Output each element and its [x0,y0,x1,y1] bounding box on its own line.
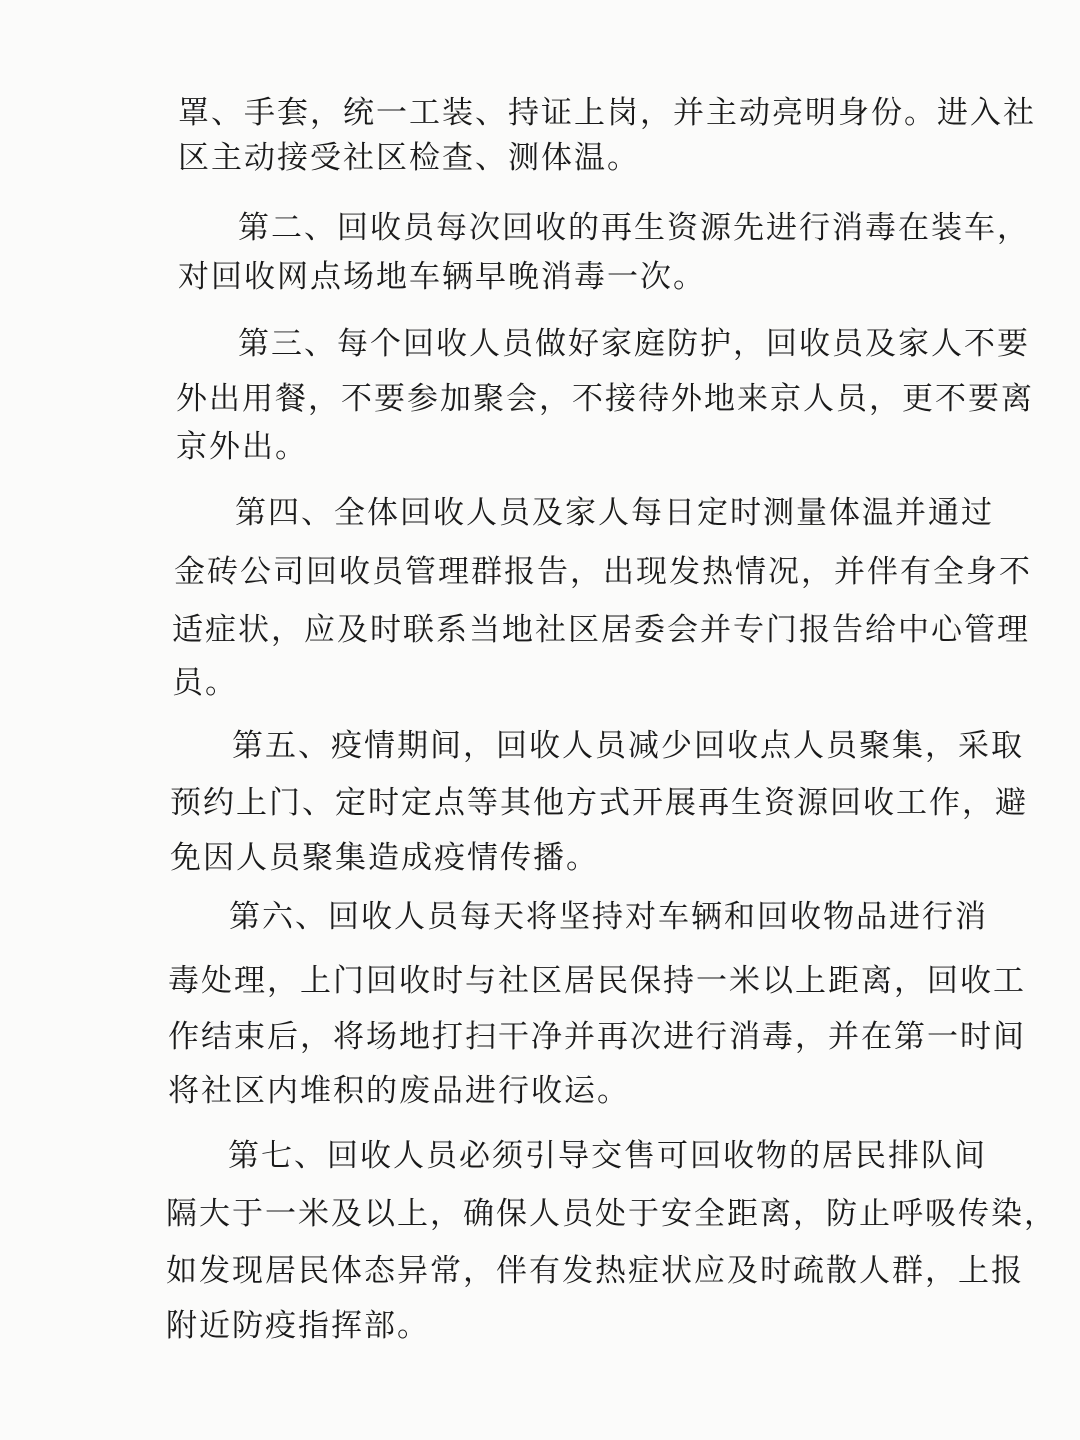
paragraph-line: 员。 [172,665,238,701]
paragraph-line: 第四、全体回收人员及家人每日定时测量体温并通过 [235,495,994,531]
paragraph-line: 将社区内堆积的废品进行收运。 [168,1073,630,1109]
paragraph-line: 第三、每个回收人员做好家庭防护，回收员及家人不要 [238,326,1030,362]
paragraph-line: 附近防疫指挥部。 [166,1308,430,1344]
paragraph-line: 第五、疫情期间，回收人员减少回收点人员聚集，采取 [232,728,1024,764]
paragraph-line: 毒处理，上门回收时与社区居民保持一米以上距离，回收工 [168,963,1026,999]
paragraph-line: 作结束后，将场地打扫干净并再次进行消毒，并在第一时间 [168,1019,1026,1055]
paragraph-line: 预约上门、定时定点等其他方式开展再生资源回收工作，避 [170,785,1028,821]
paragraph-line: 金砖公司回收员管理群报告，出现发热情况，并伴有全身不 [174,554,1032,590]
paragraph-line: 如发现居民体态异常，伴有发热症状应及时疏散人群，上报 [166,1253,1024,1289]
paragraph-line: 第七、回收人员必须引导交售可回收物的居民排队间 [228,1138,987,1174]
paragraph-line: 免因人员聚集造成疫情传播。 [170,840,599,876]
paragraph-line: 对回收网点场地车辆早晚消毒一次。 [178,259,706,295]
paragraph-line: 第六、回收人员每天将坚持对车辆和回收物品进行消 [229,899,988,935]
paragraph-line: 隔大于一米及以上，确保人员处于安全距离，防止呼吸传染， [166,1196,1057,1232]
paragraph-line: 适症状，应及时联系当地社区居委会并专门报告给中心管理 [172,612,1030,648]
paragraph-line: 区主动接受社区检查、测体温。 [178,140,640,176]
paragraph-line: 罩、手套，统一工装、持证上岗，并主动亮明身份。进入社 [178,95,1036,131]
paragraph-line: 京外出。 [176,429,308,465]
paragraph-line: 第二、回收员每次回收的再生资源先进行消毒在装车， [238,210,1030,246]
paragraph-line: 外出用餐，不要参加聚会，不接待外地来京人员，更不要离 [176,381,1034,417]
